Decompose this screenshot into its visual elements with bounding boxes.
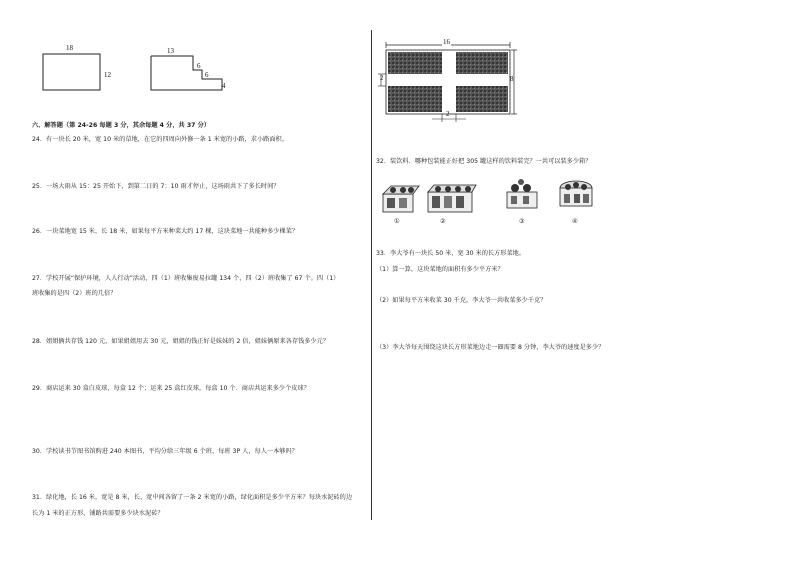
question-31-line2: 长为 1 米的正方形，铺路共需要多少块水泥砖？ [32,510,164,517]
question-33-part2: （2）如果每平方米收菜 30 千克，李大爷一共收菜多少千克？ [376,297,547,304]
question-30: 30．学校读书节图书馆购进 240 本图书，平均分给三年级 6 个班，每班 3P 人，每人一本够吗？ [32,448,298,455]
question-33-part1: （1）算一算，这块菜地的面积有多少平方米？ [376,266,504,273]
column-divider [371,30,372,520]
lshape-step3-label: 4 [222,82,226,90]
field-diagram [376,38,536,128]
rect-side-label: 12 [104,71,111,79]
question-33-intro: 33．李大爷有一块长 50 米，宽 30 米的长方形菜地。 [376,250,526,257]
question-28: 28．姐姐俩共存钱 120 元，如果姐姐用去 30 元，姐姐的钱正好是妹妹的 2 倍，姐妹俩原来各存钱多少元？ [32,338,329,345]
package-2-label: ② [440,218,446,225]
field-path-w-label: 2 [446,110,450,118]
question-26: 26．一块菜地宽 15 米，长 18 米，如果每平方米种菜大约 17 棵，这块菜地一共能种多少棵菜？ [32,228,299,235]
section-title: 六、解答题（第 24-26 每题 3 分，其余每题 4 分，共 37 分） [32,122,210,129]
question-25: 25．一场大雨从 15：25 开始下，到第二日的 7：10 雨才停止，这场雨共下了多长时间？ [32,183,280,190]
question-29: 29．商店运来 30 盒白皮球，每盒 12 个；运来 25 盒红皮球，每盒 10 个．商店共运来多少个皮球？ [32,385,310,392]
field-height-label: 8 [510,75,514,83]
lshape-step1-label: 6 [197,62,201,70]
field-path-h-label: 2 [380,74,384,82]
question-32: 32．装饮料．哪种包装能正好把 305 罐这样的饮料装完？一共可以装多少箱？ [376,158,592,165]
lshape-top-label: 13 [167,47,174,55]
question-33-part3: （3）李大爷每天围绕这块长方形菜地边走一圈需要 8 分钟，李大爷的速度是多少？ [376,344,605,351]
package-2-image [426,180,476,216]
question-27-line1: 27．学校开展“保护环境，人人行动”活动，四（1）班收集废易拉罐 134 个，四（2）班收集了 67 个。四（1） [32,275,340,282]
package-1-label: ① [394,218,400,225]
lshape-step2-label: 6 [205,71,209,79]
question-24: 24．有一块长 20 米，宽 10 米的草地，在它的四周向外修一条 1 米宽的小路，求小路面积。 [32,136,288,143]
question-27-line2: 班收集的是四（2）班的几倍？ [32,290,117,297]
rect-top-label: 18 [66,44,73,52]
package-4-image [556,176,596,212]
package-1-image [381,182,417,216]
question-31-line1: 31．绿化地，长 16 米，宽是 8 米，长、宽中间各留了一条 2 米宽的小路，绿化面积是多少平方米？每块水泥砖的边 [32,494,353,501]
package-3-image [503,176,541,212]
package-4-label: ④ [572,218,578,225]
field-width-label: 16 [443,38,450,46]
package-3-label: ③ [519,218,525,225]
